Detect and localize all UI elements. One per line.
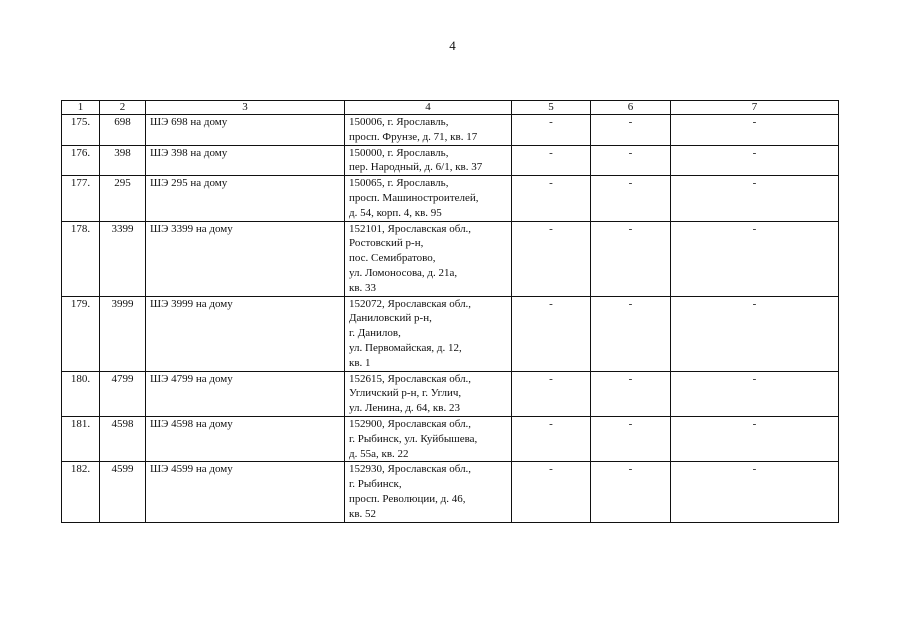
row-col7: - (671, 416, 839, 461)
row-address: 152900, Ярославская обл., г. Рыбинск, ул. Куйбышева, д. 55а, кв. 22 (345, 416, 512, 461)
row-name: ШЭ 3999 на дому (146, 296, 345, 371)
row-code: 4799 (100, 371, 146, 416)
column-header: 3 (146, 101, 345, 115)
row-code: 295 (100, 176, 146, 221)
row-address: 152072, Ярославская обл., Даниловский р-н, г. Данилов, ул. Первомайская, д. 12, кв. 1 (345, 296, 512, 371)
table-row (62, 371, 839, 416)
row-col5: - (512, 115, 591, 146)
row-col5: - (512, 416, 591, 461)
column-header: 1 (62, 101, 100, 115)
row-col6: - (591, 115, 671, 146)
row-number: 180. (62, 371, 100, 416)
row-number: 181. (62, 416, 100, 461)
registry-table (61, 100, 839, 523)
row-col5: - (512, 145, 591, 176)
row-number: 176. (62, 145, 100, 176)
row-number: 178. (62, 221, 100, 296)
column-header: 6 (591, 101, 671, 115)
row-number: 182. (62, 462, 100, 522)
row-code: 398 (100, 145, 146, 176)
row-col5: - (512, 176, 591, 221)
row-name: ШЭ 4599 на дому (146, 462, 345, 522)
table-row (62, 176, 839, 221)
row-address: 152101, Ярославская обл., Ростовский р-н, пос. Семибратово, ул. Ломоносова, д. 21а, кв. 33 (345, 221, 512, 296)
header-row (62, 101, 839, 115)
row-number: 179. (62, 296, 100, 371)
row-name: ШЭ 4598 на дому (146, 416, 345, 461)
row-address: 150000, г. Ярославль, пер. Народный, д. 6/1, кв. 37 (345, 145, 512, 176)
row-name: ШЭ 3399 на дому (146, 221, 345, 296)
row-address: 152615, Ярославская обл., Угличский р-н, г. Углич, ул. Ленина, д. 64, кв. 23 (345, 371, 512, 416)
row-col7: - (671, 145, 839, 176)
row-col6: - (591, 176, 671, 221)
row-col7: - (671, 115, 839, 146)
row-col7: - (671, 176, 839, 221)
column-header: 2 (100, 101, 146, 115)
row-col5: - (512, 296, 591, 371)
row-col6: - (591, 221, 671, 296)
row-code: 4599 (100, 462, 146, 522)
row-name: ШЭ 295 на дому (146, 176, 345, 221)
table-row (62, 462, 839, 522)
row-col7: - (671, 462, 839, 522)
row-col5: - (512, 371, 591, 416)
row-col6: - (591, 416, 671, 461)
row-col7: - (671, 371, 839, 416)
row-col5: - (512, 221, 591, 296)
row-col5: - (512, 462, 591, 522)
row-code: 4598 (100, 416, 146, 461)
row-col6: - (591, 145, 671, 176)
row-address: 150065, г. Ярославль, просп. Машиностроителей, д. 54, корп. 4, кв. 95 (345, 176, 512, 221)
row-col6: - (591, 296, 671, 371)
row-col6: - (591, 462, 671, 522)
column-header: 5 (512, 101, 591, 115)
row-number: 175. (62, 115, 100, 146)
row-code: 3399 (100, 221, 146, 296)
row-name: ШЭ 398 на дому (146, 145, 345, 176)
table-row (62, 416, 839, 461)
row-code: 698 (100, 115, 146, 146)
row-number: 177. (62, 176, 100, 221)
table-row (62, 145, 839, 176)
row-name: ШЭ 698 на дому (146, 115, 345, 146)
row-col7: - (671, 221, 839, 296)
row-code: 3999 (100, 296, 146, 371)
row-address: 152930, Ярославская обл., г. Рыбинск, просп. Революции, д. 46, кв. 52 (345, 462, 512, 522)
column-header: 7 (671, 101, 839, 115)
table-row (62, 296, 839, 371)
column-header: 4 (345, 101, 512, 115)
row-address: 150006, г. Ярославль, просп. Фрунзе, д. 71, кв. 17 (345, 115, 512, 146)
table-row (62, 221, 839, 296)
page-number: 4 (449, 38, 456, 53)
row-name: ШЭ 4799 на дому (146, 371, 345, 416)
row-col6: - (591, 371, 671, 416)
row-col7: - (671, 296, 839, 371)
table-row (62, 115, 839, 146)
